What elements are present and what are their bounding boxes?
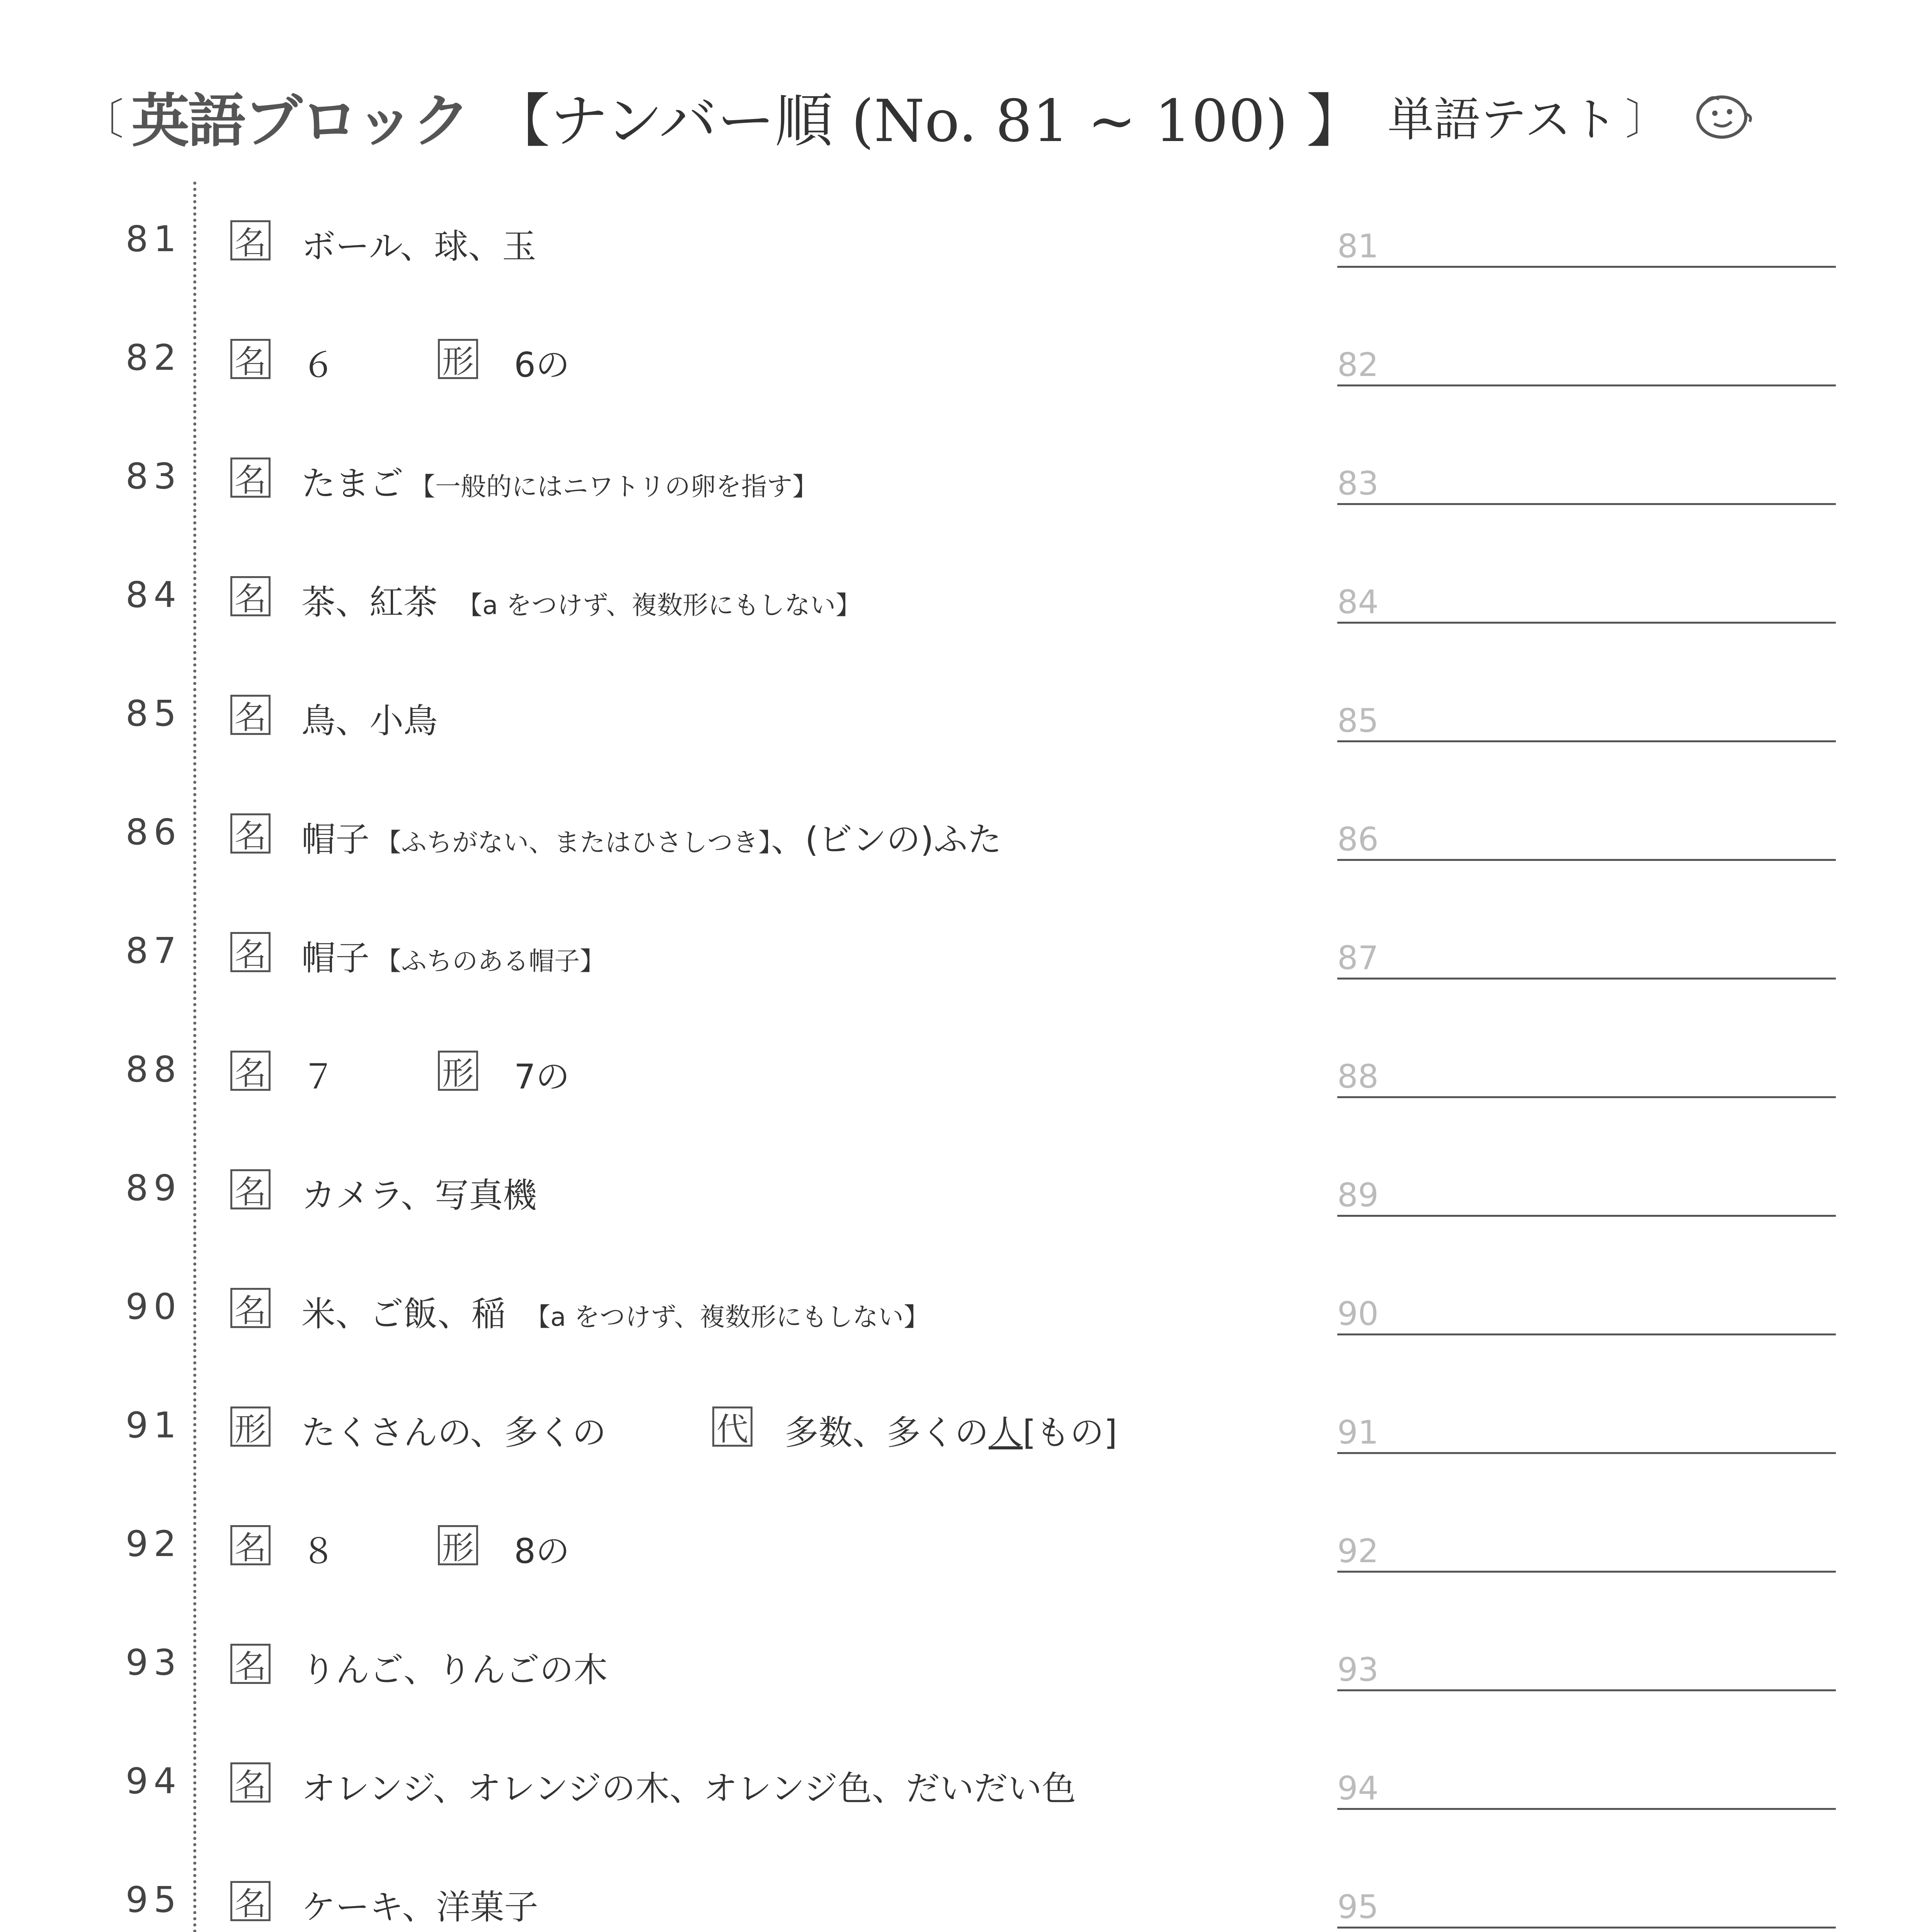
answer-number: 95 [1337, 1888, 1379, 1926]
pos-badge-adjective: 形 [230, 1406, 271, 1447]
definition: カメラ、写真機 [301, 1175, 537, 1215]
definition-note: 【ふちがない、またはひさしつき】 [376, 828, 771, 857]
answer-number: 85 [1337, 702, 1379, 740]
definition: ケーキ、洋菓子 [301, 1887, 538, 1927]
pos-badge-noun: 名 [230, 1644, 271, 1684]
definition-secondary: 6の [514, 345, 570, 385]
answer-number: 89 [1337, 1176, 1379, 1214]
definition: ８ [301, 1531, 336, 1571]
item-number: 94 [125, 1760, 182, 1802]
answer-line[interactable] [1337, 859, 1836, 861]
definition: りんご、りんごの木 [301, 1650, 608, 1690]
list-item [0, 182, 1917, 301]
answer-line[interactable] [1337, 1689, 1836, 1691]
definition: 茶、紅茶 【a をつけず、複数形にもしない】 [301, 582, 861, 622]
list-item [0, 419, 1917, 539]
answer-line[interactable] [1337, 1096, 1836, 1098]
answer-number: 91 [1337, 1413, 1379, 1451]
list-item [0, 1012, 1917, 1132]
item-number: 81 [125, 218, 182, 260]
pos-badge-noun: 名 [230, 1288, 271, 1328]
answer-line[interactable] [1337, 622, 1836, 624]
list-item [0, 775, 1917, 895]
definition: 帽子 【ふちがない、またはひさしつき】、(ビンの)ふた [301, 820, 1002, 859]
answer-number: 84 [1337, 583, 1379, 621]
pos-badge-noun: 名 [230, 1525, 271, 1565]
definition: オレンジ、オレンジの木、オレンジ色、だいだい色 [301, 1769, 1076, 1808]
item-number: 95 [125, 1879, 182, 1920]
page-subtitle: 単語テスト [1387, 93, 1618, 147]
item-number: 93 [125, 1642, 182, 1683]
answer-number: 82 [1337, 346, 1379, 384]
answer-line[interactable] [1337, 740, 1836, 742]
answer-number: 87 [1337, 939, 1379, 977]
item-number: 88 [125, 1049, 182, 1090]
pos-badge-adjective: 形 [438, 1525, 478, 1565]
pos-badge-noun: 名 [230, 813, 271, 854]
definition-note: 【ふちのある帽子】 [376, 946, 606, 976]
brand-logo: 英語ブロック [131, 88, 469, 155]
header-bracket-left: 〔 [81, 95, 124, 144]
answer-line[interactable] [1337, 384, 1836, 386]
item-number: 91 [125, 1405, 182, 1446]
answer-line[interactable] [1337, 1333, 1836, 1335]
item-number: 82 [125, 337, 182, 378]
item-number: 87 [125, 930, 182, 971]
definition: ６ [301, 345, 336, 385]
answer-number: 94 [1337, 1769, 1379, 1807]
answer-number: 81 [1337, 227, 1379, 265]
definition: 鳥、小鳥 [301, 701, 438, 741]
definition: ７ [301, 1057, 336, 1097]
pos-badge-noun: 名 [230, 576, 271, 616]
answer-number: 93 [1337, 1651, 1379, 1689]
header-bracket-right: 〕 [1625, 95, 1668, 144]
pos-badge-adjective: 形 [438, 339, 478, 379]
answer-number: 88 [1337, 1058, 1379, 1095]
answer-line[interactable] [1337, 1215, 1836, 1217]
pos-badge-pronoun: 代 [712, 1406, 752, 1447]
definition-secondary: 7の [514, 1057, 570, 1097]
answer-number: 86 [1337, 820, 1379, 858]
page-header [73, 66, 1757, 166]
answer-line[interactable] [1337, 503, 1836, 505]
item-number: 83 [125, 456, 182, 497]
list-item [0, 1249, 1917, 1369]
definition: たくさんの、多くの [301, 1413, 606, 1452]
pos-badge-noun: 名 [230, 1169, 271, 1209]
pos-badge-adjective: 形 [438, 1051, 478, 1091]
answer-line[interactable] [1337, 1452, 1836, 1454]
pos-badge-noun: 名 [230, 1051, 271, 1091]
list-item [0, 1842, 1917, 1932]
definition: 帽子 【ふちのある帽子】 [301, 938, 606, 978]
answer-line[interactable] [1337, 1571, 1836, 1573]
answer-line[interactable] [1337, 978, 1836, 980]
page-title: 【ナンバー順 (No. 81 ~ 100) 】 [492, 88, 1364, 155]
pos-badge-noun: 名 [230, 220, 271, 260]
answer-number: 92 [1337, 1532, 1379, 1570]
definition: たまご 【一般的にはニワトリの卵を指す】 [301, 464, 818, 503]
definition-secondary: 多数、多くの人[もの] [785, 1413, 1117, 1452]
answer-number: 90 [1337, 1295, 1379, 1333]
pos-badge-noun: 名 [230, 457, 271, 498]
list-item [0, 300, 1917, 420]
list-item [0, 656, 1917, 776]
list-item [0, 893, 1917, 1013]
item-number: 89 [125, 1167, 182, 1209]
item-number: 84 [125, 574, 182, 616]
definition-note: 【a をつけず、複数形にもしない】 [457, 590, 861, 620]
definition-note: 【一般的にはニワトリの卵を指す】 [410, 472, 818, 502]
item-number: 92 [125, 1523, 182, 1565]
list-item [0, 1131, 1917, 1250]
answer-line[interactable] [1337, 1927, 1836, 1929]
answer-line[interactable] [1337, 266, 1836, 268]
definition: 米、ご飯、稲 【a をつけず、複数形にもしない】 [301, 1294, 930, 1334]
item-number: 90 [125, 1286, 182, 1327]
pos-badge-noun: 名 [230, 1762, 271, 1803]
list-item [0, 537, 1917, 657]
item-number: 85 [125, 693, 182, 734]
pos-badge-noun: 名 [230, 1881, 271, 1921]
pos-badge-noun: 名 [230, 695, 271, 735]
item-number: 86 [125, 811, 182, 853]
list-item [0, 1724, 1917, 1844]
pos-badge-noun: 名 [230, 932, 271, 972]
definition-secondary: 8の [514, 1531, 570, 1571]
definition: ボール、球、玉 [301, 226, 536, 266]
list-item [0, 1486, 1917, 1606]
pos-badge-noun: 名 [230, 339, 271, 379]
answer-line[interactable] [1337, 1808, 1836, 1810]
mascot-face-icon [1691, 87, 1757, 145]
list-item [0, 1368, 1917, 1488]
list-item [0, 1605, 1917, 1725]
definition-note: 【a をつけず、複数形にもしない】 [525, 1302, 930, 1332]
answer-number: 83 [1337, 464, 1379, 502]
